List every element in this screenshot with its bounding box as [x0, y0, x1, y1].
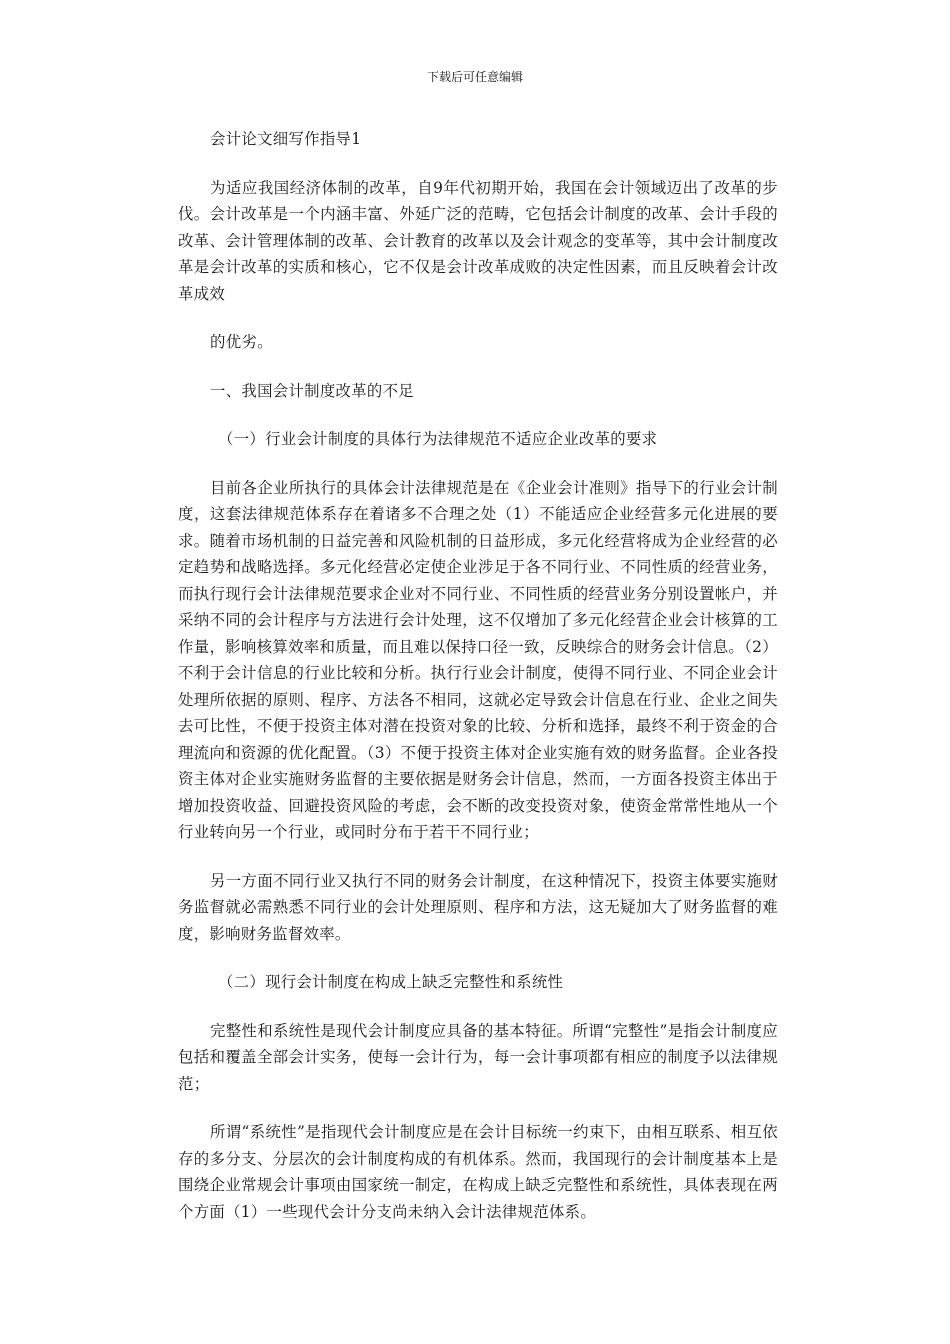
document-body [178, 126, 778, 1225]
subsection-heading-2: （二）现行会计制度在构成上缺乏完整性和系统性 [218, 973, 564, 991]
section-heading-1: 一、我国会计制度改革的不足 [210, 381, 414, 400]
paragraph-supervision: 另一方面不同行业又执行不同的财务会计制度，在这种情况下，投资主体要实施财务监督就必需熟悉不同行业的会计处理原则、程序和方法，这无疑加大了财务监督的难度，影响财务监督效率。 [178, 871, 778, 943]
paragraph-systematic: 所谓“系统性”是指现代会计制度应是在会计目标统一约束下，由相互联系、相互依存的多分支、分层次的会计制度构成的有机体系。然而，我国现行的会计制度基本上是围绕企业常规会计事项由国家统一制定，在构成上缺乏完整性和系统性，具体表现在两个方面（1）一些现代会计分支尚未纳入会计法律规范体系。 [178, 1123, 778, 1221]
document-title: 会计论文细写作指导1 [210, 130, 362, 148]
paragraph-intro: 为适应我国经济体制的改革，自9年代初期开始，我国在会计领域迈出了改革的步伐。会计改革是一个内涵丰富、外延广泛的范畴，它包括会计制度的改革、会计手段的改革、会计管理体制的改革、会计教育的改革以及会计观念的变革等，其中会计制度改革是会计改革的实质和核心，它不仅是会计改革成败的决定性因素，而且反映着会计改革成效 [178, 178, 778, 303]
header-note: 下载后可任意编辑 [426, 70, 523, 84]
paragraph-intro-cont: 的优劣。 [210, 333, 273, 351]
paragraph-completeness: 完整性和系统性是现代会计制度应具备的基本特征。所谓“完整性”是指会计制度应包括和覆盖全部会计实务，使每一会计行为，每一会计事项都有相应的制度予以法律规范； [178, 1021, 778, 1093]
paragraph-industry-rules: 目前各企业所执行的具体会计法律规范是在《企业会计准则》指导下的行业会计制度，这套法律规范体系存在着诸多不合理之处（1）不能适应企业经营多元化进展的要求。随着市场机制的日益完善和风险机制的日益形成，多元化经营将成为企业经营的必定趋势和战略选择。多元化经营必定使企业涉足于各不同行业、不同性质的经营业务，而执行现行会计法律规范要求企业对不同行业、不同性质的经营业务分别设置帐户，并采纳不同的会计程序与方法进行会计处理，这不仅增加了多元化经营企业会计核算的工作量，影响核算效率和质量，而且难以保持口径一致，反映综合的财务会计信息。（2）不利于会计信息的行业比较和分析。执行行业会计制度，使得不同行业、不同企业会计处理所依据的原则、程序、方法各不相同，这就必定导致会计信息在行业、企业之间失去可比性，不便于投资主体对潜在投资对象的比较、分析和选择，最终不利于资金的合理流向和资源的优化配置。（3）不便于投资主体对企业实施有效的财务监督。企业各投资主体对企业实施财务监督的主要依据是财务会计信息，然而，一方面各投资主体出于增加投资收益、回避投资风险的考虑，会不断的改变投资对象，使资金常常性地从一个行业转向另一个行业，或同时分布于若干不同行业； [178, 478, 778, 841]
subsection-heading-1: （一）行业会计制度的具体行为法律规范不适应企业改革的要求 [218, 430, 658, 448]
